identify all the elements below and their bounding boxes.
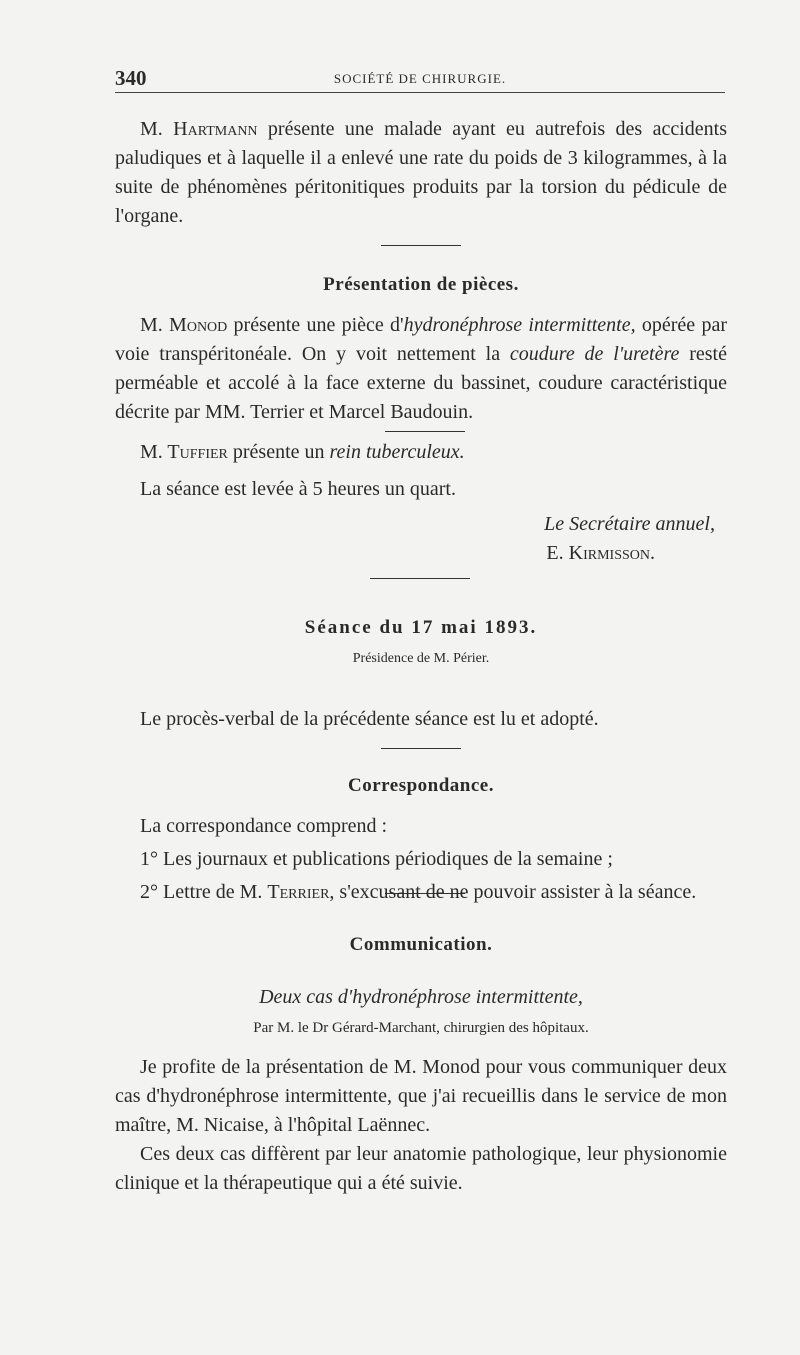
secretary-title: Le Secrétaire annuel,	[544, 513, 715, 535]
page-body	[115, 115, 727, 1198]
italic-hydronephrose: hydronéphrose intermittente,	[403, 314, 636, 336]
text-monod-3: resté perméable et accolé à la face externe du bassinet, coudure caractéristique décrite par MM. Terrier et Marcel Baudouin.	[115, 343, 727, 423]
text-hartmann: présente une malade ayant eu autrefois des accidents paludiques et à laquelle il a enlevé une rate du poids de 3 kilogrammes, à la suite de phénomènes péritonitiques produits par la torsion du pédicule de l'organe.	[115, 118, 727, 227]
name-terrier: Terrier	[267, 881, 330, 903]
paragraph-tuffier	[115, 438, 727, 467]
text-monod-2: opérée par voie transpéritonéale. On y voit nettement la	[115, 314, 727, 365]
seance-title: Séance du 17 mai 1893.	[304, 617, 538, 638]
name-tuffier: M. Tuffier	[140, 441, 228, 463]
separator-rule	[385, 431, 465, 432]
communication-paragraph-2: Ces deux cas diffèrent par leur anatomie pathologique, leur physionomie clinique et la thérapeutique qui a été suivie.	[115, 1143, 727, 1194]
communication-paragraph-1: Je profite de la présentation de M. Monod pour vous communiquer deux cas d'hydronéphrose intermittente, que j'ai recueillis dans le service de mon maître, M. Nicaise, à l'hôpital Laënnec.	[115, 1056, 727, 1136]
item2-text-b: , s'excusant de ne pouvoir assister à la séance.	[329, 881, 697, 903]
italic-coudure: coudure de l'uretère	[509, 343, 680, 365]
page-header	[115, 62, 725, 93]
page-number: 340	[115, 66, 147, 90]
name-monod: M. Monod	[140, 314, 228, 336]
correspondance-intro: La correspondance comprend :	[140, 815, 388, 837]
secretary-signer	[115, 539, 727, 568]
communication-byline: Par M. le Dr Gérard-Marchant, chirurgien des hôpitaux.	[253, 1020, 589, 1036]
separator-rule	[381, 245, 461, 246]
heading-presentation-pieces: Présentation de pièces.	[323, 274, 519, 295]
name-hartmann: M. Hartmann	[140, 118, 258, 140]
presidence-line: Présidence de M. Périer.	[352, 651, 490, 666]
closing-line: La séance est levée à 5 heures un quart.	[140, 478, 456, 500]
text-tuffier: présente un	[227, 441, 330, 463]
correspondance-item-2	[115, 878, 727, 907]
text-monod-1: présente une pièce d'	[227, 314, 404, 336]
separator-rule	[381, 748, 461, 749]
item2-text-a: 2° Lettre de M.	[140, 881, 268, 903]
paragraph-monod	[115, 311, 727, 427]
italic-rein: rein tuberculeux.	[329, 441, 465, 463]
proces-verbal: Le procès-verbal de la précédente séance est lu et adopté.	[140, 708, 599, 730]
correspondance-item-1: 1° Les journaux et publications périodiques de la semaine ;	[140, 848, 613, 870]
secretary-role	[115, 510, 727, 539]
communication-title	[115, 983, 727, 1012]
paragraph-hartmann	[115, 115, 727, 231]
separator-rule	[370, 578, 470, 579]
running-title: SOCIÉTÉ DE CHIRURGIE.	[333, 71, 507, 86]
heading-correspondance: Correspondance.	[348, 775, 494, 796]
heading-communication: Communication.	[349, 934, 493, 955]
communication-title-text: Deux cas d'hydronéphrose intermittente,	[259, 986, 583, 1008]
signer-name: E. Kirmisson.	[546, 542, 655, 564]
